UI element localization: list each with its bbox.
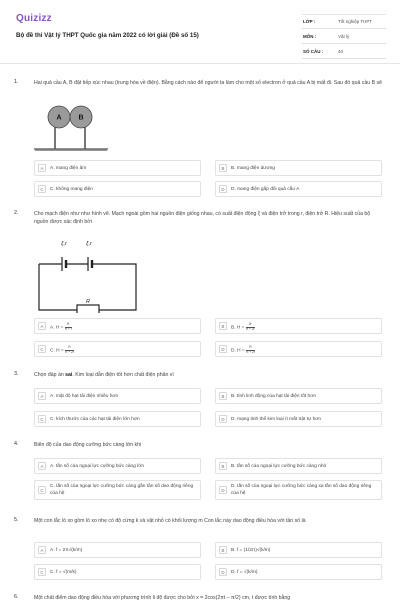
source-2-label: ξ,r [86,241,92,247]
answer-option-c[interactable] [34,181,201,197]
formula-prefix: B. H = [231,325,245,331]
question-number: 6. [14,594,19,600]
fraction-denominator: R + r [64,326,72,331]
question-2 [14,210,386,360]
option-text [231,323,379,331]
option-text: D. mang điện gấp đôi quả cầu A [231,187,300,192]
fraction-numerator: 2r [246,323,255,328]
answer-option-d[interactable] [215,341,382,357]
resistor-label: R [86,299,90,305]
meta-value: 40 [338,48,344,54]
formula-prefix: C. H = [50,348,64,354]
option-letter: D [219,415,227,423]
answer-option-a[interactable] [34,458,201,474]
option-letter: B [219,462,227,470]
option-text: D. tần số của ngoại lực cưỡng bức càng xa tần số dao động riêng của hệ [231,484,372,496]
header-divider [0,63,400,64]
option-letter: A [38,546,46,554]
option-text: C. không mang điện [50,187,93,192]
answer-option-a[interactable] [34,160,201,176]
option-text: A. tần số của ngoại lực cưỡng bức càng lớn [50,464,145,469]
option-letter: D [219,486,227,494]
question-6 [14,594,386,600]
formula-fraction [246,346,255,354]
question-text-after: . Kim loại dẫn điện tốt hơn chất điện phân vì [72,372,174,378]
worksheet-header [0,0,400,62]
meta-row-question-count [302,44,386,59]
option-letter: B [219,164,227,172]
question-4 [14,441,386,511]
option-letter: C [38,345,46,353]
question-number: 4. [14,441,19,447]
option-text [231,346,379,354]
option-text: A. mật độ hạt tải điện nhiều hơn [50,394,119,399]
fraction-numerator: R [246,346,255,351]
option-text [50,323,198,331]
formula-prefix: D. H = [231,348,245,354]
answer-option-c[interactable] [34,341,201,357]
answer-option-b[interactable] [215,542,382,558]
answer-option-c[interactable] [34,480,201,500]
answer-option-d[interactable] [215,411,382,427]
question-1 [14,79,386,199]
option-text: C. tần số của ngoại lực cưỡng bức càng gần tần số dao động riêng của hệ [50,484,194,496]
answer-option-a[interactable] [34,542,201,558]
option-letter: D [219,345,227,353]
question-5 [14,517,386,587]
question-number: 5. [14,517,19,523]
option-text: B. tính linh động của hạt tải điện tốt hơn [231,394,317,399]
option-letter: C [38,568,46,576]
answer-option-d[interactable] [215,181,382,197]
question-text: Hai quả cầu A, B đặt tiếp xúc nhau (trung hòa về điện). Bằng cách nào để người ta làm cho một số electron ở quả cầu A bị mất đi. Sau đó quả cầu B sẽ [34,80,382,86]
option-letter: B [219,322,227,330]
answer-option-b[interactable] [215,318,382,334]
circuit-diagram [36,237,140,313]
option-text: B. f = (1/2π)√(k/m) [231,548,271,553]
question-text-emphasis: sai [65,372,73,378]
option-letter: A [38,392,46,400]
question-text-before: Chọn đáp án [34,372,66,378]
question-number: 2. [14,210,19,216]
quizizz-logo: Quizizz [16,13,52,24]
formula-fraction [246,323,255,331]
question-number: 3. [14,371,19,377]
answer-option-a[interactable] [34,318,201,334]
answer-option-c[interactable] [34,564,201,580]
meta-value: Tốt nghiệp THPT [338,19,373,24]
sphere-a-label: A [56,114,62,122]
option-text: C. kích thước của các hạt tải điện lớn hơn [50,417,140,422]
answer-option-b[interactable] [215,160,382,176]
option-text [50,346,198,354]
question-text: Một con lắc lò xo gồm lò xo nhẹ có độ cứng k và vật nhỏ có khối lượng m Con lắc này dao động điều hòa với tần số là [34,518,306,524]
question-3 [14,371,386,431]
answer-option-d[interactable] [215,564,382,580]
fraction-denominator: R + 2r [65,349,74,354]
option-text: D. mạng tinh thể kim loại ít mất trật tự hơn [231,417,322,422]
question-number: 1. [14,79,19,85]
answer-option-d[interactable] [215,480,382,500]
option-text: C. f = √(m/k) [50,570,77,575]
option-text: B. mang điện dương [231,166,275,171]
option-letter: D [219,185,227,193]
option-text: A. f = 2π√(k/m) [50,548,83,553]
answer-option-a[interactable] [34,388,201,404]
formula-fraction [65,346,74,354]
two-spheres-figure [34,103,108,151]
option-letter: C [38,415,46,423]
option-text: A. mang điện âm [50,166,87,171]
option-letter: D [219,568,227,576]
option-letter: A [38,164,46,172]
option-letter: B [219,546,227,554]
question-text [34,371,386,379]
answer-option-c[interactable] [34,411,201,427]
option-text: D. f = √(k/m) [231,570,258,575]
formula-fraction [65,323,72,331]
fraction-denominator: R + 2r [245,326,255,331]
meta-key: SỐ CÂU : [303,48,324,54]
meta-value: Vật lý [338,33,350,39]
fraction-numerator: R [65,346,74,351]
option-letter: C [38,185,46,193]
formula-prefix: A. H = [50,325,64,331]
meta-row-subject [302,29,386,44]
question-text: Một chất điểm dao động điều hòa với phương trình li độ được cho bởi x = 2cos(2πt – π/2) cm, t được tính bằng [34,595,291,600]
worksheet-title: Bộ đề thi Vật lý THPT Quốc gia năm 2022 có lời giải (Đề số 15) [16,32,199,39]
meta-key: MÔN : [303,33,317,39]
option-letter: C [38,486,46,494]
sphere-b-label: B [78,114,84,122]
fraction-denominator: R + 2r [246,349,255,354]
question-text: Cho mạch điện như như hình vẽ. Mạch ngoài gồm hai nguồn điện giống nhau, có suất điện động ξ và điện trở trong r, điện trở R. Hiệu suất của bộ nguồn được xác định bởi [34,211,371,225]
option-letter: A [38,322,46,330]
meta-row-grade [302,14,386,29]
option-text: B. tần số của ngoại lực cưỡng bức càng nhỏ [231,464,327,469]
question-text: Biên độ của dao động cưỡng bức càng lớn khi [34,442,142,448]
answer-option-b[interactable] [215,388,382,404]
answer-option-b[interactable] [215,458,382,474]
option-letter: A [38,462,46,470]
fraction-numerator: R [65,323,72,328]
option-letter: B [219,392,227,400]
meta-key: LỚP : [303,19,316,24]
worksheet-meta-table [302,14,386,59]
source-1-label: ξ,r [61,241,67,247]
